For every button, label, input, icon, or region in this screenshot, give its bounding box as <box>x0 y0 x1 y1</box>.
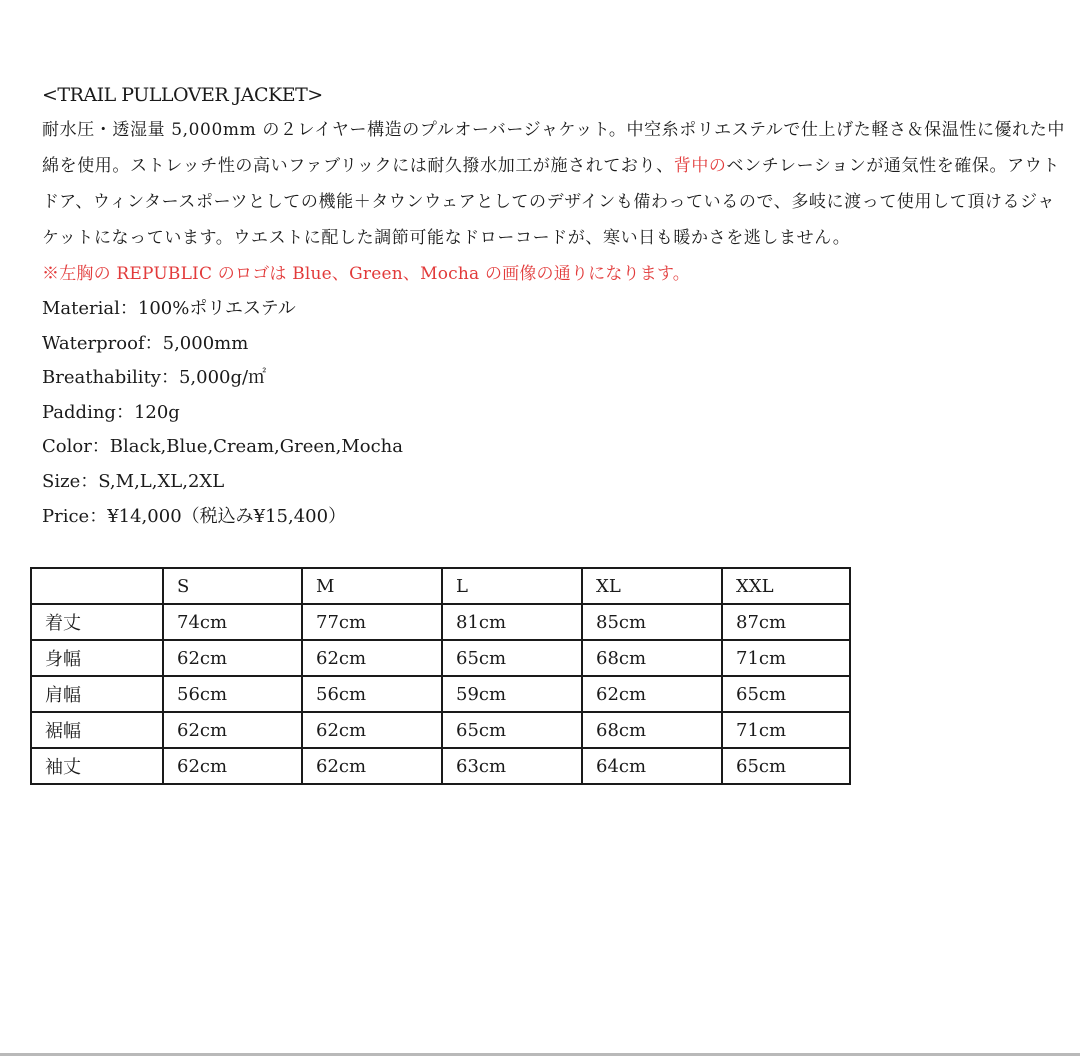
spec-breathability: Breathability：5,000g/㎡ <box>42 367 267 389</box>
table-cell: 71cm <box>722 712 850 748</box>
description-text-1: 耐水圧・透湿量 5,000mm の２レイヤー構造のプルオーバージャケット。中空糸ポリエステルで仕上げた軽さ＆保温性に優れた中綿を使用。ストレッチ性の高いファブリックには耐久撥水加工が施されており、 <box>42 120 1065 176</box>
table-cell: 63cm <box>442 748 582 784</box>
table-cell: 65cm <box>722 676 850 712</box>
table-cell: 59cm <box>442 676 582 712</box>
table-header-cell: S <box>163 568 302 604</box>
table-cell: 65cm <box>442 640 582 676</box>
table-cell: 85cm <box>582 604 722 640</box>
table-cell: 62cm <box>302 748 442 784</box>
table-row <box>31 640 850 676</box>
table-cell: 62cm <box>163 712 302 748</box>
table-cell: 64cm <box>582 748 722 784</box>
table-cell: 87cm <box>722 604 850 640</box>
spec-price: Price：¥14,000（税込み¥15,400） <box>42 505 347 527</box>
row-label-cell: 着丈 <box>31 604 163 640</box>
table-row <box>31 676 850 712</box>
spec-waterproof: Waterproof：5,000mm <box>42 332 249 354</box>
table-cell: 56cm <box>302 676 442 712</box>
table-cell: 62cm <box>163 748 302 784</box>
table-cell: 81cm <box>442 604 582 640</box>
table-header-cell: XL <box>582 568 722 604</box>
table-header-cell: M <box>302 568 442 604</box>
table-cell: 62cm <box>582 676 722 712</box>
table-cell: 62cm <box>302 712 442 748</box>
table-header-cell: XXL <box>722 568 850 604</box>
table-cell: 71cm <box>722 640 850 676</box>
row-label-cell: 袖丈 <box>31 748 163 784</box>
table-row <box>31 748 850 784</box>
spec-padding: Padding：120g <box>42 401 180 423</box>
table-header-cell <box>31 568 163 604</box>
description-highlight: 背中の <box>673 156 727 176</box>
table-header-row <box>31 568 850 604</box>
table-cell: 62cm <box>302 640 442 676</box>
row-label-cell: 裾幅 <box>31 712 163 748</box>
table-cell: 62cm <box>163 640 302 676</box>
product-description-block <box>42 78 1072 534</box>
table-row <box>31 604 850 640</box>
spec-color: Color：Black,Blue,Cream,Green,Mocha <box>42 436 404 458</box>
table-cell: 68cm <box>582 640 722 676</box>
row-label-cell: 身幅 <box>31 640 163 676</box>
product-title: <TRAIL PULLOVER JACKET> <box>42 84 323 106</box>
table-cell: 77cm <box>302 604 442 640</box>
table-cell: 68cm <box>582 712 722 748</box>
table-row <box>31 712 850 748</box>
table-cell: 65cm <box>722 748 850 784</box>
row-label-cell: 肩幅 <box>31 676 163 712</box>
table-cell: 74cm <box>163 604 302 640</box>
product-description <box>42 112 1072 256</box>
description-text-2: ベンチレーションが通気性を確保。アウトドア、ウィンタースポーツとしての機能＋タウンウェアとしてのデザインも備わっているので、多岐に渡って使用して頂けるジャケットになっています。ウエストに配した調節可能なドローコードが、寒い日も暖かさを逃しません。 <box>42 156 1060 248</box>
table-cell: 56cm <box>163 676 302 712</box>
spec-material: Material：100%ポリエステル <box>42 298 296 319</box>
table-cell: 65cm <box>442 712 582 748</box>
logo-note: ※左胸の REPUBLIC のロゴは Blue、Green、Mocha の画像の通りになります。 <box>42 264 690 284</box>
spec-size: Size：S,M,L,XL,2XL <box>42 470 225 492</box>
size-chart-table <box>30 567 851 785</box>
table-header-cell: L <box>442 568 582 604</box>
